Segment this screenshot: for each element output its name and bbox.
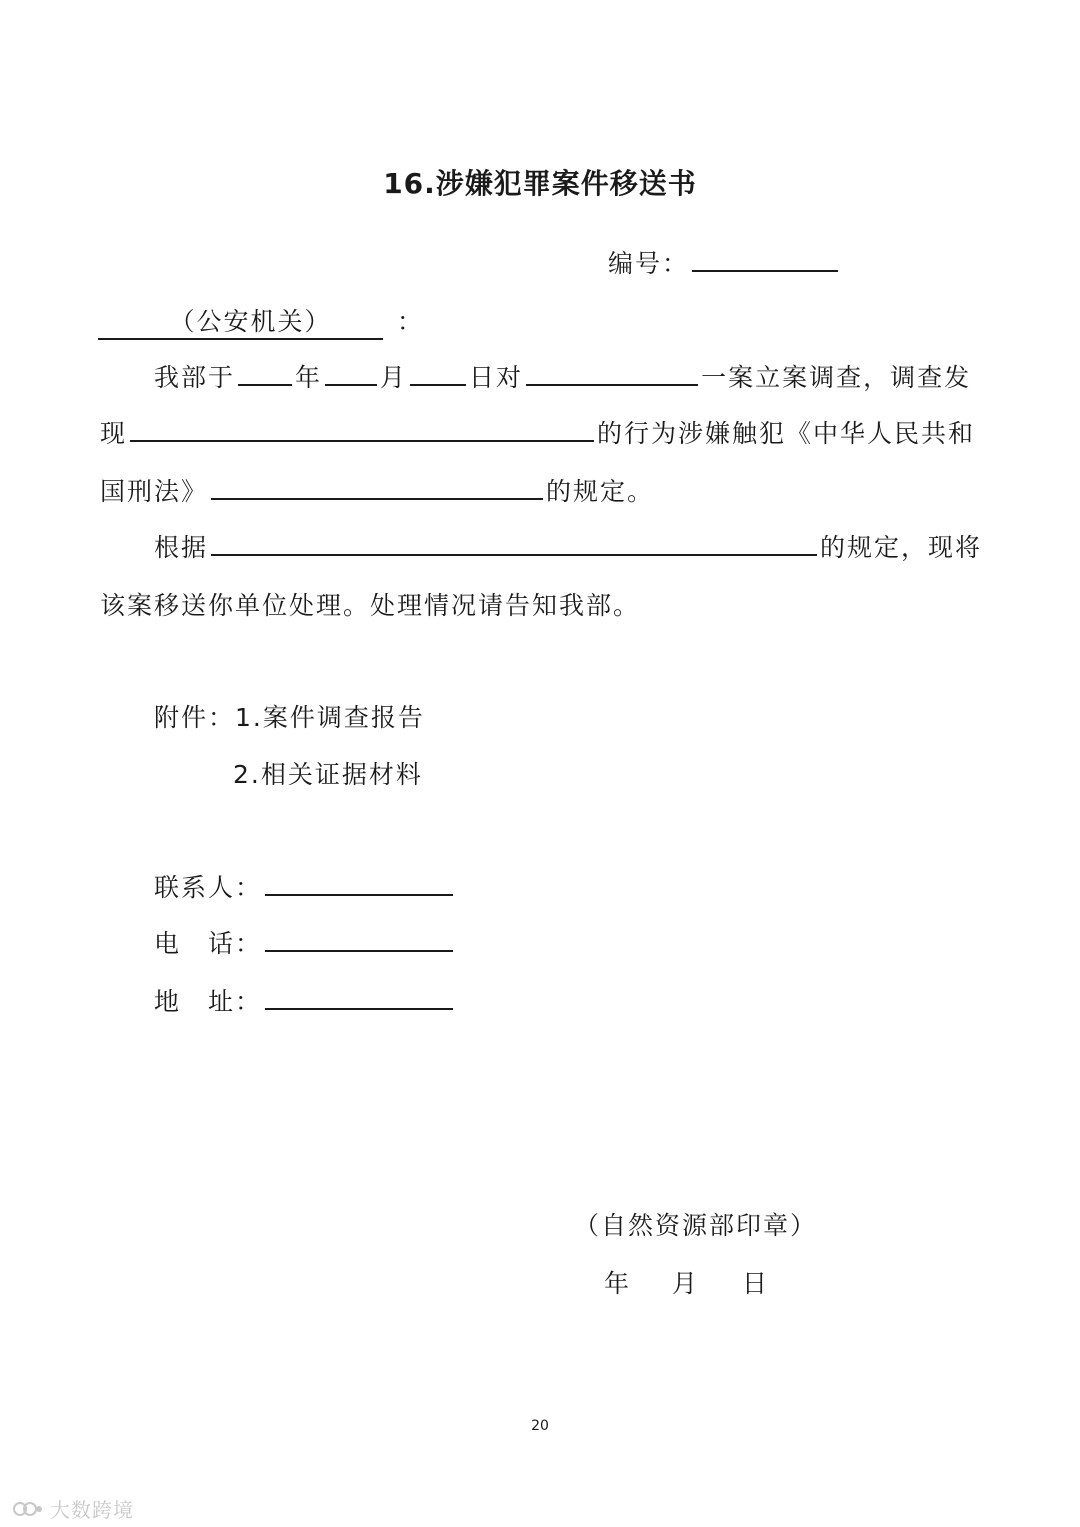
contact-phone-label: 电 话： bbox=[154, 929, 263, 958]
para1-day: 日对 bbox=[469, 363, 524, 392]
serial-number-blank bbox=[692, 248, 838, 272]
seal-label: （自然资源部印章） bbox=[574, 1211, 818, 1240]
addressee-line bbox=[98, 306, 424, 340]
para1-text: 的规定。 bbox=[546, 477, 655, 506]
para2-text: 的规定，现将 bbox=[820, 533, 983, 562]
contact-person-label: 联系人： bbox=[154, 873, 263, 902]
attachments-line1 bbox=[154, 702, 425, 734]
para1-text: 的行为涉嫌触犯《中华人民共和 bbox=[597, 419, 976, 448]
addressee-colon: ： bbox=[397, 307, 425, 336]
para1-text: 一案立案调查，调查发 bbox=[701, 363, 972, 392]
para2-text: 根据 bbox=[154, 533, 209, 562]
blank-month bbox=[325, 362, 377, 386]
addressee-field bbox=[98, 306, 383, 340]
blank-day bbox=[410, 362, 466, 386]
para1-line2 bbox=[100, 418, 975, 450]
para1-text: 我部于 bbox=[154, 363, 236, 392]
contact-address-line bbox=[154, 986, 456, 1018]
blank-behavior bbox=[130, 418, 594, 442]
para1-year: 年 bbox=[295, 363, 323, 392]
blank-law-article bbox=[211, 476, 543, 500]
blank-basis bbox=[211, 532, 817, 556]
para1-text: 现 bbox=[100, 419, 128, 448]
attachment-item-1: 1.案件调查报告 bbox=[235, 703, 425, 732]
para1-line3 bbox=[100, 476, 654, 508]
blank-year bbox=[238, 362, 292, 386]
document-title: 16.涉嫌犯罪案件移送书 bbox=[383, 167, 697, 200]
contact-address-blank bbox=[265, 986, 453, 1010]
contact-person-line bbox=[154, 872, 456, 904]
contact-address-label: 地 址： bbox=[154, 987, 263, 1016]
serial-number-label: 编号： bbox=[608, 249, 690, 278]
attachments-label: 附件： bbox=[154, 703, 236, 732]
date-month: 月 bbox=[672, 1269, 700, 1298]
contact-phone-blank bbox=[265, 928, 453, 952]
watermark-text: 大数跨境 bbox=[50, 1498, 134, 1522]
para1-line1 bbox=[154, 362, 971, 394]
date-day: 日 bbox=[742, 1269, 770, 1298]
serial-number-line bbox=[608, 248, 841, 280]
date-year: 年 bbox=[604, 1269, 632, 1298]
para1-text: 国刑法》 bbox=[100, 477, 209, 506]
watermark bbox=[12, 1494, 134, 1523]
blank-case-name bbox=[526, 362, 698, 386]
page-number: 20 bbox=[531, 1418, 549, 1434]
para1-month: 月 bbox=[380, 363, 408, 392]
contact-phone-line bbox=[154, 928, 456, 960]
para2-line2: 该案移送你单位处理。处理情况请告知我部。 bbox=[100, 591, 641, 620]
watermark-logo-icon bbox=[12, 1499, 44, 1519]
para2-line1 bbox=[154, 532, 982, 564]
attachment-item-2: 2.相关证据材料 bbox=[233, 760, 423, 789]
contact-person-blank bbox=[265, 872, 453, 896]
addressee-label: （公安机关） bbox=[169, 307, 332, 336]
